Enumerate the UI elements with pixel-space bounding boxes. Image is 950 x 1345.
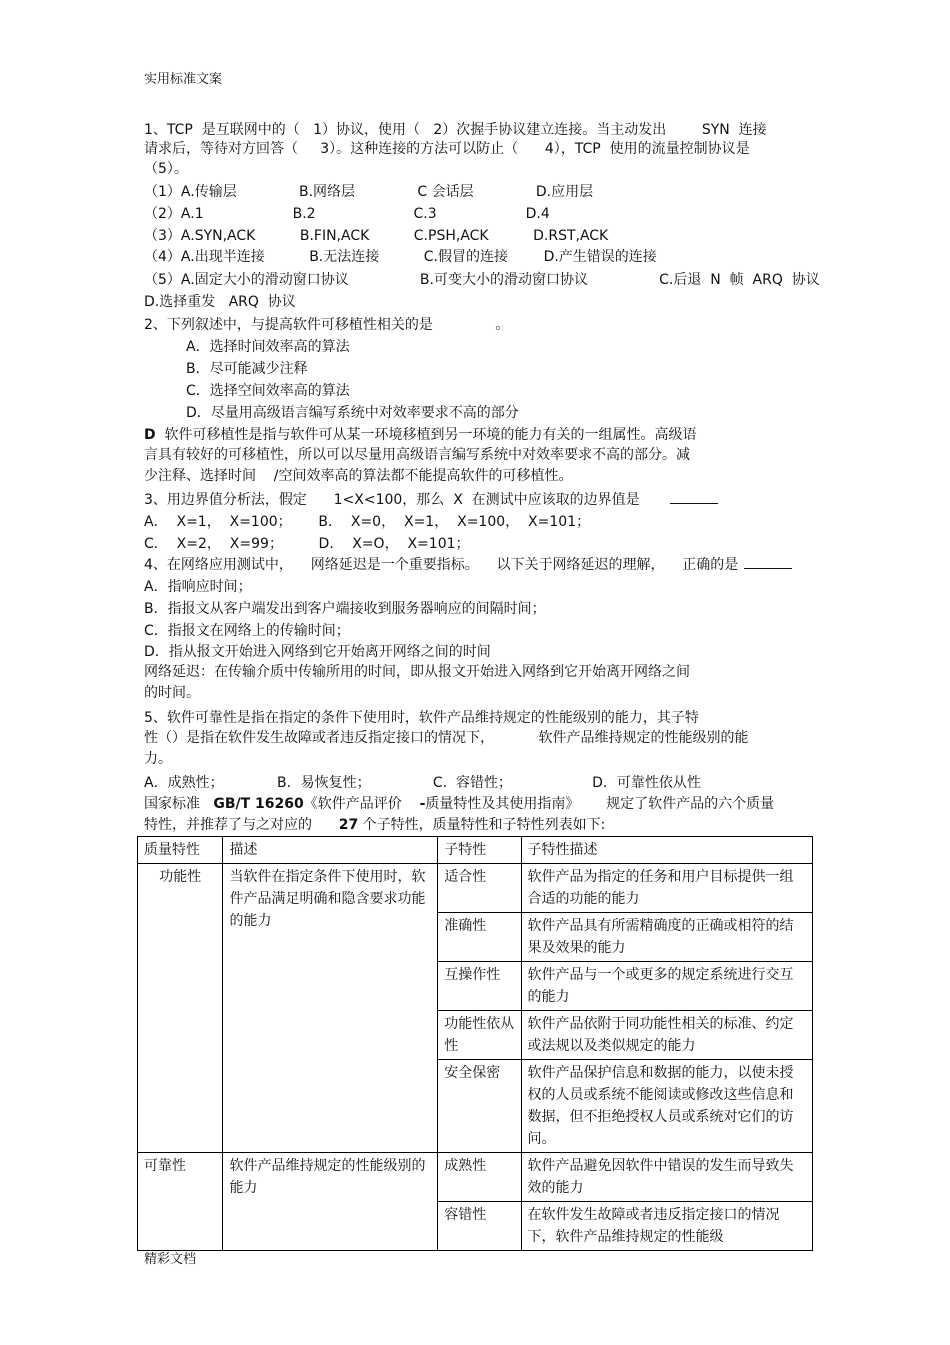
q2-answer-letter: D: [144, 427, 156, 443]
q1-options-1: （1）A.传输层 B.网络层 C 会话层 D.应用层: [144, 184, 594, 200]
q3-question: [144, 491, 718, 509]
quality-table: [137, 836, 813, 1251]
header-cell: 质量特性: [138, 837, 223, 864]
sub-name-cell: 准确性: [438, 913, 521, 962]
std-code: GB/T 16260: [213, 796, 304, 812]
std-dash: -: [419, 796, 426, 812]
std-suffix: 质量特性及其使用指南》 规定了软件产品的六个质量: [425, 796, 775, 812]
page-header: 实用标准文案: [144, 72, 223, 87]
q5-line-3: 力。: [144, 751, 172, 767]
header-cell: 子特性: [438, 837, 521, 864]
q5-line-2: 性（）是指在软件发生故障或者违反指定接口的情况下， 软件产品维持规定的性能级别的能: [144, 730, 749, 746]
q4-option-b: B．指报文从客户端发出到客户端接收到服务器响应的间隔时间；: [144, 601, 546, 617]
sub-desc-cell: 软件产品避免因软件中错误的发生而导致失效的能力: [521, 1153, 813, 1202]
q1-options-6: D.选择重发 ARQ 协议: [144, 294, 296, 310]
header-cell: 子特性描述: [521, 837, 813, 864]
std2-count: 27: [338, 817, 359, 833]
q2-answer-3: 少注释、选择时间 /空间效率高的算法都不能提高软件的可移植性。: [144, 468, 573, 484]
quality-desc-cell: 当软件在指定条件下使用时，软件产品满足明确和隐含要求功能的能力: [223, 864, 438, 1153]
q2-answer-1: [144, 426, 697, 444]
q3-answer-blank: [670, 503, 718, 504]
q5-standard-line-1: [144, 795, 774, 813]
q3-options-cd: C． X=2， X=99； D． X=O， X=101；: [144, 536, 470, 552]
q4-question: [144, 556, 792, 574]
q1-line-1: 1、TCP 是互联网中的（ 1）协议，使用（ 2）次握手协议建立连接。当主动发出 SYN 连接: [144, 122, 767, 138]
table-row: [138, 1153, 813, 1202]
q4-answer-2: 的时间。: [144, 685, 200, 701]
q4-question-text: 4、在网络应用测试中， 网络延迟是一个重要指标。 以下关于网络延迟的理解， 正确的是: [144, 557, 739, 573]
q5-standard-line-2: [144, 816, 605, 834]
q5-line-1: 5、软件可靠性是指在指定的条件下使用时，软件产品维持规定的性能级别的能力，其子特: [144, 710, 699, 726]
sub-name-cell: 安全保密: [438, 1060, 521, 1153]
q1-options-5: （5）A.固定大小的滑动窗口协议 B.可变大小的滑动窗口协议 C.后退 N 帧 ARQ 协议: [144, 272, 820, 288]
sub-desc-cell: 软件产品与一个或更多的规定系统进行交互的能力: [521, 962, 813, 1011]
q4-answer-blank: [744, 568, 792, 569]
q2-answer-2: 言具有较好的可移植性，所以可以尽量用高级语言编写系统中对效率要求不高的部分。减: [144, 447, 690, 463]
sub-name-cell: 功能性依从性: [438, 1011, 521, 1060]
sub-desc-cell: 软件产品为指定的任务和用户目标提供一组合适的功能的能力: [521, 864, 813, 913]
quality-name-cell: 功能性: [138, 864, 223, 1153]
q2-option-d: D．尽量用高级语言编写系统中对效率要求不高的部分: [186, 405, 519, 421]
sub-desc-cell: 在软件发生故障或者违反指定接口的情况下，软件产品维持规定的性能级: [521, 1202, 813, 1251]
q1-options-2: （2）A.1 B.2 C.3 D.4: [144, 206, 550, 222]
q2-option-a: A．选择时间效率高的算法: [186, 339, 350, 355]
sub-name-cell: 互操作性: [438, 962, 521, 1011]
q4-answer-1: 网络延迟：在传输介质中传输所用的时间，即从报文开始进入网络到它开始离开网络之间: [144, 664, 690, 680]
sub-desc-cell: 软件产品具有所需精确度的正确或相符的结果及效果的能力: [521, 913, 813, 962]
sub-desc-cell: 软件产品保护信息和数据的能力，以使未授权的人员或系统不能阅读或修改这些信息和数据，但不拒绝授权人员或系统对它们的访问。: [521, 1060, 813, 1153]
q4-option-c: C．指报文在网络上的传输时间；: [144, 623, 350, 639]
header-cell: 描述: [223, 837, 438, 864]
q3-options-ab: A． X=1， X=100； B． X=0， X=1， X=100， X=101；: [144, 514, 591, 530]
sub-name-cell: 适合性: [438, 864, 521, 913]
sub-name-cell: 成熟性: [438, 1153, 521, 1202]
table-row: [138, 864, 813, 913]
q1-line-3: （5）。: [144, 161, 188, 177]
q4-option-a: A．指响应时间；: [144, 579, 252, 595]
sub-desc-cell: 软件产品依附于同功能性相关的标准、约定或法规以及类似规定的能力: [521, 1011, 813, 1060]
q5-options: A．成熟性； B．易恢复性； C. 容错性； D．可靠性依从性: [144, 775, 701, 791]
q1-options-3: （3）A.SYN,ACK B.FIN,ACK C.PSH,ACK D.RST,ACK: [144, 228, 609, 244]
sub-name-cell: 容错性: [438, 1202, 521, 1251]
q2-option-b: B．尽可能减少注释: [186, 361, 308, 377]
quality-desc-cell: 软件产品维持规定的性能级别的能力: [223, 1153, 438, 1251]
q3-question-text: 3、用边界值分析法，假定 1<X<100，那么 X 在测试中应该取的边界值是: [144, 492, 640, 508]
std2-prefix: 特性，并推荐了与之对应的: [144, 817, 339, 833]
std2-suffix: 个子特性，质量特性和子特性列表如下:: [358, 817, 606, 833]
table-header-row: [138, 837, 813, 864]
q1-options-4: （4）A.出现半连接 B.无法连接 C.假冒的连接 D.产生错误的连接: [144, 249, 657, 265]
std-prefix: 国家标准: [144, 796, 214, 812]
q2-option-c: C．选择空间效率高的算法: [186, 383, 350, 399]
q4-option-d: D．指从报文开始进入网络到它开始离开网络之间的时间: [144, 644, 491, 660]
q1-line-2: 请求后，等待对方回答（ 3）。这种连接的方法可以防止（ 4），TCP 使用的流量控制协议是: [144, 141, 750, 157]
q2-question: 2、下列叙述中，与提高软件可移植性相关的是 。: [144, 317, 510, 333]
q2-answer-text: 软件可移植性是指与软件可从某一环境移植到另一环境的能力有关的一组属性。高级语: [155, 427, 697, 443]
page-footer: 精彩文档: [144, 1252, 197, 1267]
std-title: 《软件产品评价: [303, 796, 420, 812]
quality-name-cell: 可靠性: [138, 1153, 223, 1251]
